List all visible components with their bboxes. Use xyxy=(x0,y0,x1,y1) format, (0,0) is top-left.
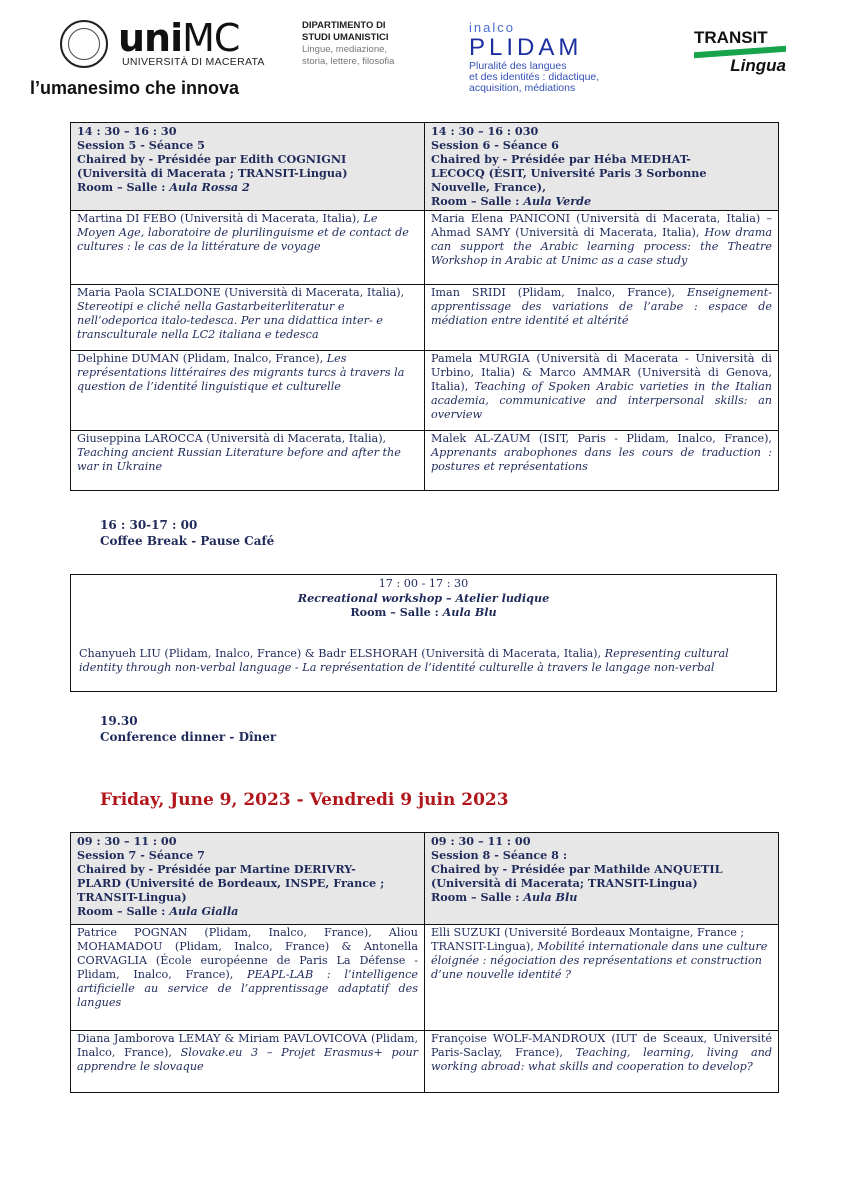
table-cell: Maria Paola SCIALDONE (Università di Macerata, Italia), Stereotipi e cliché nella Gastarbeiterliteratur e nell’odeporica italo-tedesca. Per una didattica inter- e transculturale nella LC2 italiana e tedesca xyxy=(71,285,425,351)
table-cell: Martina DI FEBO (Università di Macerata, Italia), Le Moyen Age, laboratoire de plurilinguisme et de contact de cultures : le cas de la littérature de voyage xyxy=(71,211,425,285)
session-7-header: 09 : 30 – 11 : 00 Session 7 - Séance 7 Chaired by - Présidée par Martine DERIVRY- PLARD (Université de Bordeaux, INSPE, France ; TRANSIT-Lingua) Room – Salle : Aula Gialla xyxy=(71,833,425,925)
workshop-title: Recreational workshop – Atelier ludique xyxy=(297,591,550,605)
conference-dinner: 19.30 Conference dinner - Dîner xyxy=(100,714,277,744)
unimc-logo: uniMC xyxy=(118,16,240,60)
workshop-room: Room – Salle : Aula Blu xyxy=(350,605,497,619)
session-table-friday xyxy=(70,832,779,1093)
session-6-header: 14 : 30 – 16 : 030 Session 6 - Séance 6 Chaired by - Présidée par Héba MEDHAT- LECOCQ (ÉSIT, Université Paris 3 Sorbonne Nouvelle, France), Room – Salle : Aula Verde xyxy=(425,123,779,211)
table-cell: Pamela MURGIA (Università di Macerata - Università di Urbino, Italia) & Marco AMMAR (Università di Genova, Italia), Teaching of Spoken Arabic varieties in the Italian academia, communicative and interpersonal skills: an overview xyxy=(425,351,779,431)
table-cell: Giuseppina LAROCCA (Università di Macerata, Italia), Teaching ancient Russian Literature before and after the war in Ukraine xyxy=(71,431,425,491)
session-8-header: 09 : 30 – 11 : 00 Session 8 - Séance 8 : Chaired by - Présidée par Mathilde ANQUETIL (Università di Macerata; TRANSIT-Lingua) Room – Salle : Aula Blu xyxy=(425,833,779,925)
session-5-header: 14 : 30 – 16 : 30 Session 5 - Séance 5 Chaired by - Présidée par Edith COGNIGNI (Università di Macerata ; TRANSIT-Lingua) Room – Salle : Aula Rossa 2 xyxy=(71,123,425,211)
session-table-thursday xyxy=(70,122,779,491)
plidam-logo: inalco PLIDAM Pluralité des langues et des identités : didactique, acquisition, médiations xyxy=(469,20,600,94)
day-title: Friday, June 9, 2023 - Vendredi 9 juin 2023 xyxy=(100,790,509,810)
table-cell: Malek AL-ZAUM (ISIT, Paris - Plidam, Inalco, France), Apprenants arabophones dans les cours de traduction : postures et représentations xyxy=(425,431,779,491)
table-cell: Iman SRIDI (Plidam, Inalco, France), Enseignement-apprentissage des variations de l’arabe : espace de médiation entre identité et altérité xyxy=(425,285,779,351)
transit-lingua-logo: TRANSIT Lingua xyxy=(694,28,786,75)
unimc-tagline: l’umanesimo che innova xyxy=(30,78,240,98)
unimc-subtitle: UNIVERSITÀ DI MACERATA xyxy=(122,56,265,68)
department-logo: DIPARTIMENTO DI STUDI UMANISTICI Lingue, mediazione, storia, lettere, filosofia xyxy=(302,20,395,67)
table-cell: Françoise WOLF-MANDROUX (IUT de Sceaux, Université Paris-Saclay, France), Teaching, learning, living and working abroad: what skills and cooperation to develop? xyxy=(425,1031,779,1093)
table-cell: Delphine DUMAN (Plidam, Inalco, France), Les représentations littéraires des migrants turcs à travers la question de l’identité linguistique et culturelle xyxy=(71,351,425,431)
workshop-box xyxy=(70,574,777,692)
table-cell: Maria Elena PANICONI (Università di Macerata, Italia) – Ahmad SAMY (Università di Macerata, Italia), How drama can support the Arabic learning process: the Theatre Workshop in Arabic at Unimc as a case study xyxy=(425,211,779,285)
coffee-break: 16 : 30-17 : 00 Coffee Break - Pause Café xyxy=(100,518,275,548)
table-cell: Elli SUZUKI (Université Bordeaux Montaigne, France ; TRANSIT-Lingua), Mobilité internationale dans une culture éloignée : négociation des représentations et construction d’une nouvelle identité ? xyxy=(425,925,779,1031)
workshop-time: 17 : 00 - 17 : 30 xyxy=(378,577,469,590)
table-cell: Diana Jamborova LEMAY & Miriam PAVLOVICOVA (Plidam, Inalco, France), Slovake.eu 3 – Projet Erasmus+ pour apprendre le slovaque xyxy=(71,1031,425,1093)
workshop-body: Chanyueh LIU (Plidam, Inalco, France) & Badr ELSHORAH (Università di Macerata, Italia), Representing cultural identity through non-verbal language - La représentation de l’identité culturelle à travers le langage non-verbal xyxy=(79,647,729,674)
university-seal-logo xyxy=(60,20,108,68)
table-cell: Patrice POGNAN (Plidam, Inalco, France), Aliou MOHAMADOU (Plidam, Inalco, France) & Antonella CORVAGLIA (École européenne de Paris La Défense - Plidam, Inalco, France), PEAPL-LAB : l’intelligence artificielle au service de l’apprentissage adaptatif des langues xyxy=(71,925,425,1031)
